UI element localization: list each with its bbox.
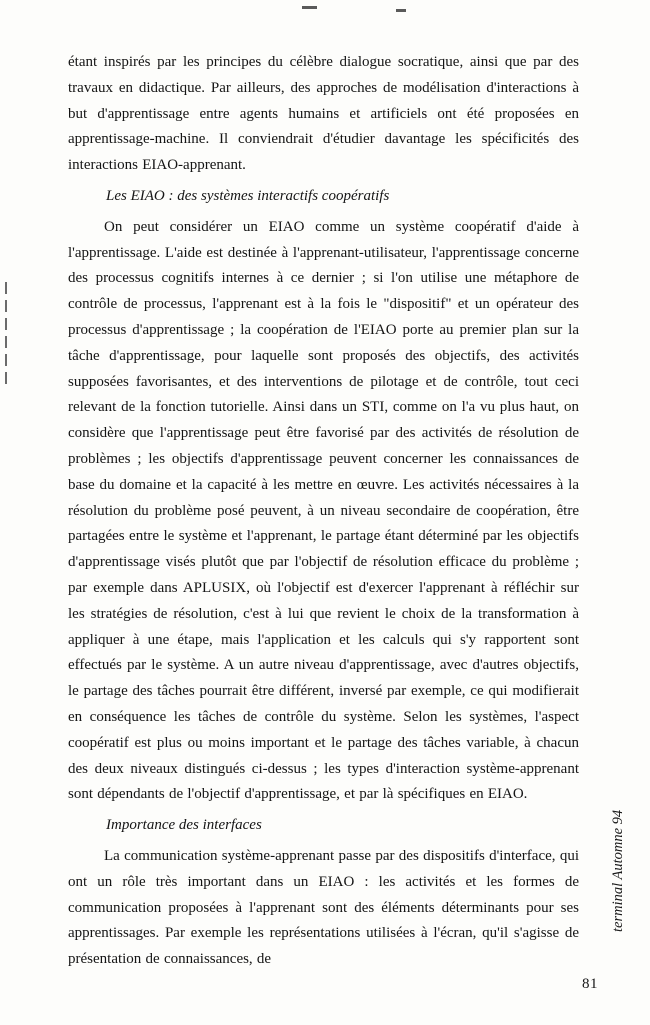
scan-artifact [5,318,7,330]
body-text [68,50,579,973]
scan-artifact [5,372,7,384]
scan-artifact [5,300,7,312]
page-number: 81 [582,976,598,992]
scan-artifact [396,9,406,12]
scan-artifact [302,6,317,9]
section-heading-eiao-cooperatifs: Les EIAO : des systèmes interactifs coopératifs [106,187,390,204]
section-heading-interfaces: Importance des interfaces [106,817,262,834]
journal-imprint-vertical: terminal Automne 94 [610,809,626,932]
scan-artifact [5,336,7,348]
scan-artifact [5,354,7,366]
paragraph-eiao-cooperatifs: On peut considérer un EIAO comme un système coopératif d'aide à l'apprentissage. L'aide est destinée à l'apprenant-utilisateur, l'apprentissage concerne des processus cognitifs internes à ce dernier ; si l'on utilise une métaphore de contrôle de processus, l'apprenant est à la fois le "dispositif" et un opérateur des processus d'apprentissage ; la coopération de l'EIAO porte au premier plan sur la tâche d'apprentissage, pour laquelle sont proposés des objectifs, des activités supposées favorisantes, et des interventions de pilotage et de contrôle, tout ceci relevant de la fonction tutorielle. Ainsi dans un STI, comme on l'a vu plus haut, on considère que l'apprentissage peut être favorisé par des activités de résolution de problèmes ; les objectifs d'apprentissage peuvent concerner les connaissances de base du domaine et la capacité à les mettre en œuvre. Les activités nécessaires à la résolution du problème posé peuvent, à un niveau secondaire de coopération, être partagées entre le système et l'apprenant, le partage étant déterminé par les objectifs d'apprentissage visés plutôt que par l'objectif de résolution efficace du problème ; par exemple dans APLUSIX, où l'objectif est d'exercer l'apprenant à réfléchir sur les stratégies de résolution, c'est à lui que revient le choix de la transformation à appliquer à une étape, mais l'application et les calculs qui s'y rapportent sont effectués par le système. A un autre niveau d'apprentissage, avec d'autres objectifs, le partage des tâches pourrait être différent, inversé par exemple, ce qui modifierait en conséquence les tâches de contrôle du système. Selon les systèmes, l'aspect coopératif est plus ou moins important et le partage des tâches variable, à chacun des deux niveaux distingués ci-dessus ; les types d'interaction système-apprenant sont dépendants de l'objectif d'apprentissage, et par là spécifiques en EIAO. [68,218,579,803]
scan-artifact [5,282,7,294]
paragraph-interfaces: La communication système-apprenant passe par des dispositifs d'interface, qui ont un rôle très important dans un EIAO : les activités et les formes de communication proposées à l'apprenant sont des éléments déterminants pour ses apprentissages. Par exemple les représentations utilisées à l'écran, qu'il s'agisse de présentation de connaissances, de [68,847,579,968]
intro-paragraph: étant inspirés par les principes du célèbre dialogue socratique, ainsi que par des travaux en didactique. Par ailleurs, des approches de modélisation d'interactions à but d'apprentissage entre agents humains et artificiels ont été proposées en apprentissage-machine. Il conviendrait d'étudier davantage les spécificités des interactions EIAO-apprenant. [68,54,579,174]
